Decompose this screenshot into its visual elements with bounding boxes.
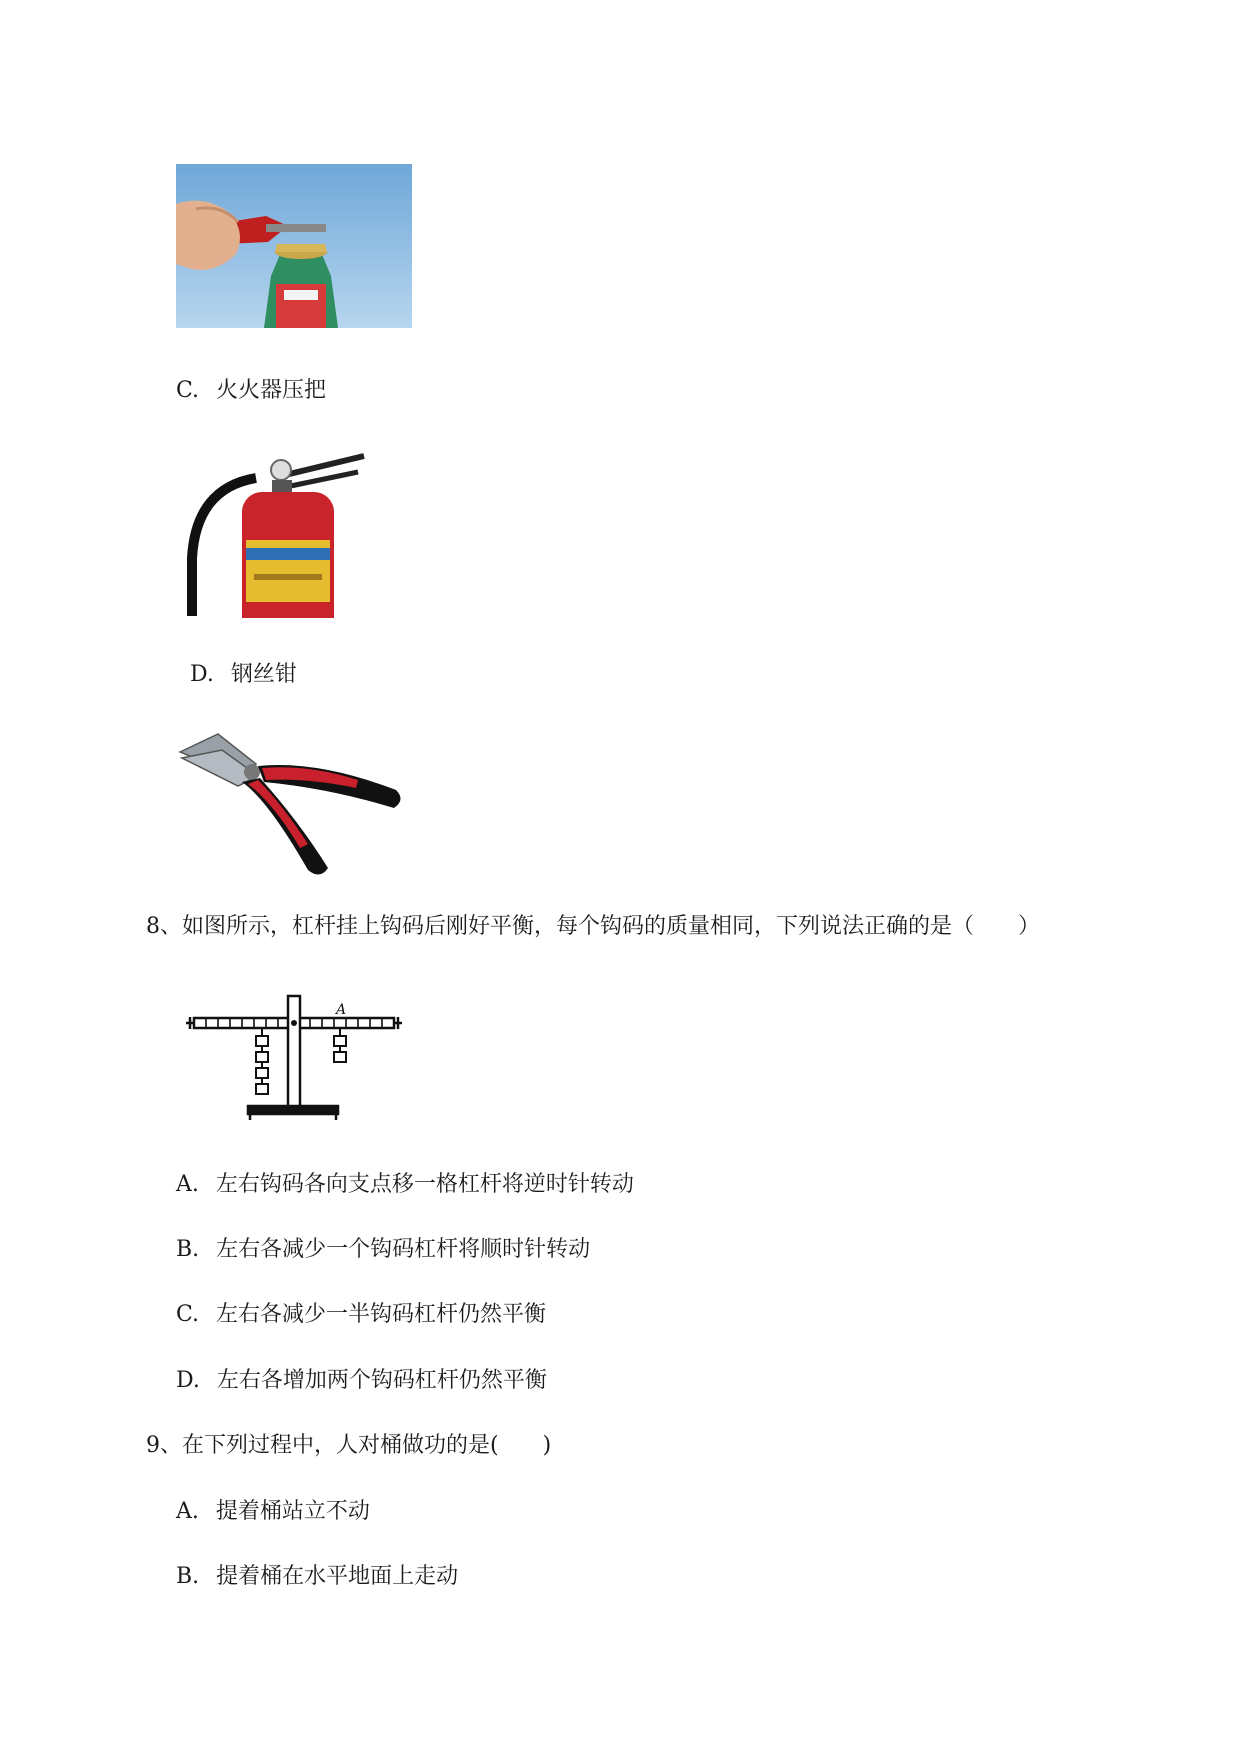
- q9-option-b: [176, 1562, 458, 1592]
- q8-stem: [146, 912, 1040, 942]
- q8-option-d: [176, 1366, 547, 1396]
- option-text: 左右各减少一半钩码杠杆仍然平衡: [216, 1302, 547, 1327]
- q9-stem: [146, 1431, 551, 1461]
- q8-option-c: [176, 1300, 546, 1330]
- bottle-opener-photo: [176, 164, 412, 328]
- question-number: 8、: [146, 914, 182, 939]
- pliers-photo: [178, 730, 408, 878]
- q9-option-a: [176, 1497, 370, 1527]
- option-text: 钢丝钳: [230, 662, 297, 687]
- option-text: 火火器压把: [216, 378, 327, 403]
- lever-diagram: [186, 990, 406, 1120]
- option-text: 提着桶在水平地面上走动: [216, 1564, 459, 1589]
- q8-option-b: [176, 1235, 590, 1265]
- option-label: A.: [176, 1172, 199, 1197]
- option-text: 左右各减少一个钩码杠杆将顺时针转动: [216, 1237, 591, 1262]
- question-text: 在下列过程中，人对桶做功的是( ): [182, 1433, 552, 1458]
- option-label: B.: [176, 1237, 200, 1262]
- option-label: C.: [176, 378, 200, 403]
- option-label: A.: [176, 1499, 199, 1524]
- q7-option-c: [176, 376, 326, 406]
- option-label: B.: [176, 1564, 200, 1589]
- fire-extinguisher-photo: [186, 448, 378, 618]
- point-a-label: A: [336, 1002, 347, 1018]
- q8-option-a: [176, 1170, 634, 1200]
- question-number: 9、: [146, 1433, 182, 1458]
- question-text: 如图所示，杠杆挂上钩码后刚好平衡，每个钩码的质量相同，下列说法正确的是（ ）: [182, 914, 1041, 939]
- option-label: C.: [176, 1302, 200, 1327]
- option-text: 左右钩码各向支点移一格杠杆将逆时针转动: [215, 1172, 634, 1197]
- q7-option-d: [190, 660, 297, 690]
- option-text: 左右各增加两个钩码杠杆仍然平衡: [216, 1368, 547, 1393]
- option-label: D.: [176, 1368, 200, 1393]
- option-text: 提着桶站立不动: [215, 1499, 370, 1524]
- option-label: D.: [190, 662, 214, 687]
